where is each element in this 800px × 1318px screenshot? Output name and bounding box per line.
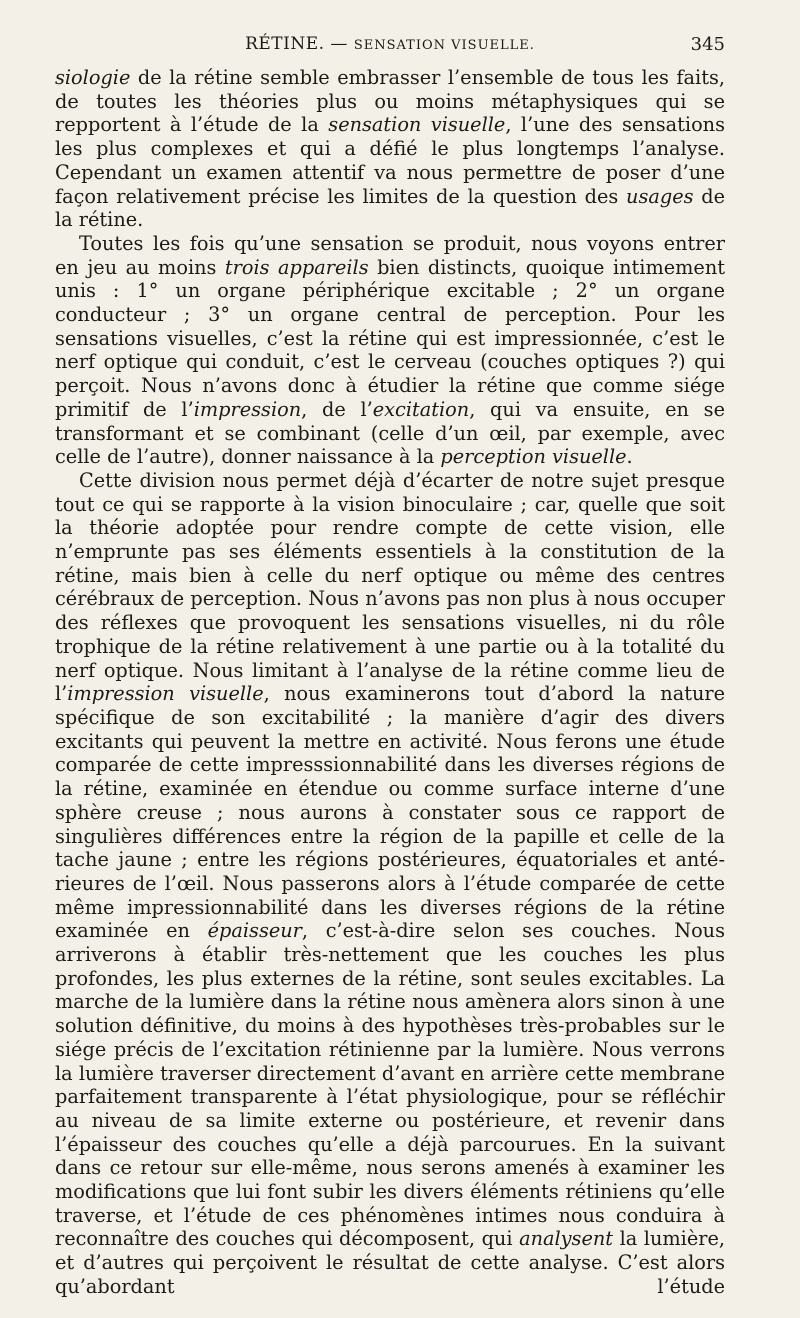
italic-text-run: siologie (55, 66, 131, 89)
text-run: Toutes les fois qu’une sensation se produit, nous voyons entrer en jeu au moins (55, 231, 725, 279)
paragraph-3 (55, 469, 725, 1299)
running-head-title (55, 34, 725, 54)
italic-text-run: perception visuelle (440, 445, 627, 469)
text-run: , nous examinerons tout d’abord la nature spécifique de son excitabilité ; la manière d’agir des divers excitants qui peuvent la mettre en activité. Nous ferons une étude comparée de cette impresssionnabilité dans les diverses régions de la rétine, examinée en étendue ou comme surface interne d’une sphère creuse ; nous aurons à constater sous ce rapport de singulières différences entre la région de la papille et celle de la tache jaune ; entre les régions postérieures, équatoriales et antérieures de l’œil. Nous passerons alors à l’étude comparée de cette même impressionnabilité dans les diverses régions de la rétine examinée en (55, 682, 725, 943)
italic-text-run: épaisseur (207, 919, 302, 943)
italic-text-run: trois appareils (224, 255, 369, 279)
running-head-main: RÉTINE. (245, 34, 325, 54)
text-run: de la rétine semble embrasser l’ensemble de tous les faits, de toutes les théories plus ou moins métaphysiques qui se repportent à l’étude de la (55, 66, 725, 137)
italic-text-run: excitation (372, 397, 470, 421)
italic-text-run: impression visuelle (67, 682, 264, 706)
text-run: , qui va ensuite, en se transformant et se combinant (celle d’un œil, par exemple, avec celle de l’autre), donner naissance à la (55, 397, 725, 469)
body-text (55, 66, 725, 1299)
running-head (55, 0, 725, 66)
text-run: . (626, 445, 633, 469)
text-run: , l’une des sensations les plus complexes et qui a défié le plus longtemps l’analyse. Cependant un examen attentif va nous permettre de poser d’une façon relativement précise les limites de la question des (55, 113, 725, 208)
running-head-separator: — (324, 34, 354, 54)
page-number: 345 (690, 34, 725, 55)
text-run: la lumière, et d’autres qui perçoivent le résultat de cette analyse. C’est alors qu’abordant l’étude (55, 1227, 726, 1298)
italic-text-run: sensation visuelle (328, 113, 506, 137)
text-run: de la rétine. (55, 184, 726, 232)
text-run: , de l’ (301, 397, 373, 421)
running-head-subtitle: SENSATION VISUELLE. (353, 38, 535, 53)
italic-text-run: usages (626, 184, 694, 208)
italic-text-run: analysent (519, 1227, 614, 1251)
text-run: bien distincts, quoique intimement unis : 1° un organe périphérique excitable ; 2° un organe conducteur ; 3° un organe central de perception. Pour les sensations visuelles, c’est la rétine qui est impressionnée, c’est le nerf optique qui conduit, c’est le cerveau (couches optiques ?) qui perçoit. Nous n’avons donc à étudier la rétine que comme siége primitif de l’ (55, 255, 726, 421)
paragraph-1 (55, 66, 725, 232)
paragraph-2 (55, 232, 725, 469)
text-run: , c’est-à-dire selon ses couches. Nous arriverons à établir très-nettement que les couches les plus profondes, les plus externes de la rétine, sont seules excitables. La marche de la lumière dans la rétine nous amènera alors sinon à une solution définitive, du moins à des hypothèses très-probables sur le siége précis de l’excitation rétinienne par la lumière. Nous verrons la lumière traverser directement d’avant en arrière cette membrane parfaitement transparente à l’état physiologique, pour se réfléchir au niveau de sa limite externe ou postérieure, et revenir dans l’épaisseur des couches qu’elle a déjà parcourues. En la suivant dans ce retour sur elle-même, nous serons amenés à examiner les modifications que lui font subir les divers éléments rétiniens qu’elle traverse, et l’étude de ces phénomènes intimes nous conduira à reconnaître des couches qui décomposent, qui (55, 919, 725, 1251)
text-run: Cette division nous permet déjà d’écarter de notre sujet presque tout ce qui se rapporte à la vision binoculaire ; car, quelle que soit la théorie adoptée pour rendre compte de cette vision, elle n’emprunte pas ses éléments essentiels à la constitution de la rétine, mais bien à celle du nerf optique ou même des centres cérébraux de perception. Nous n’avons pas non plus à nous occuper des réflexes que provoquent les sensations visuelles, ni du rôle trophique de la rétine relativement à une partie ou à la totalité du nerf optique. Nous limitant à l’analyse de la rétine comme lieu de l’ (55, 468, 725, 706)
italic-text-run: impression (193, 397, 302, 421)
